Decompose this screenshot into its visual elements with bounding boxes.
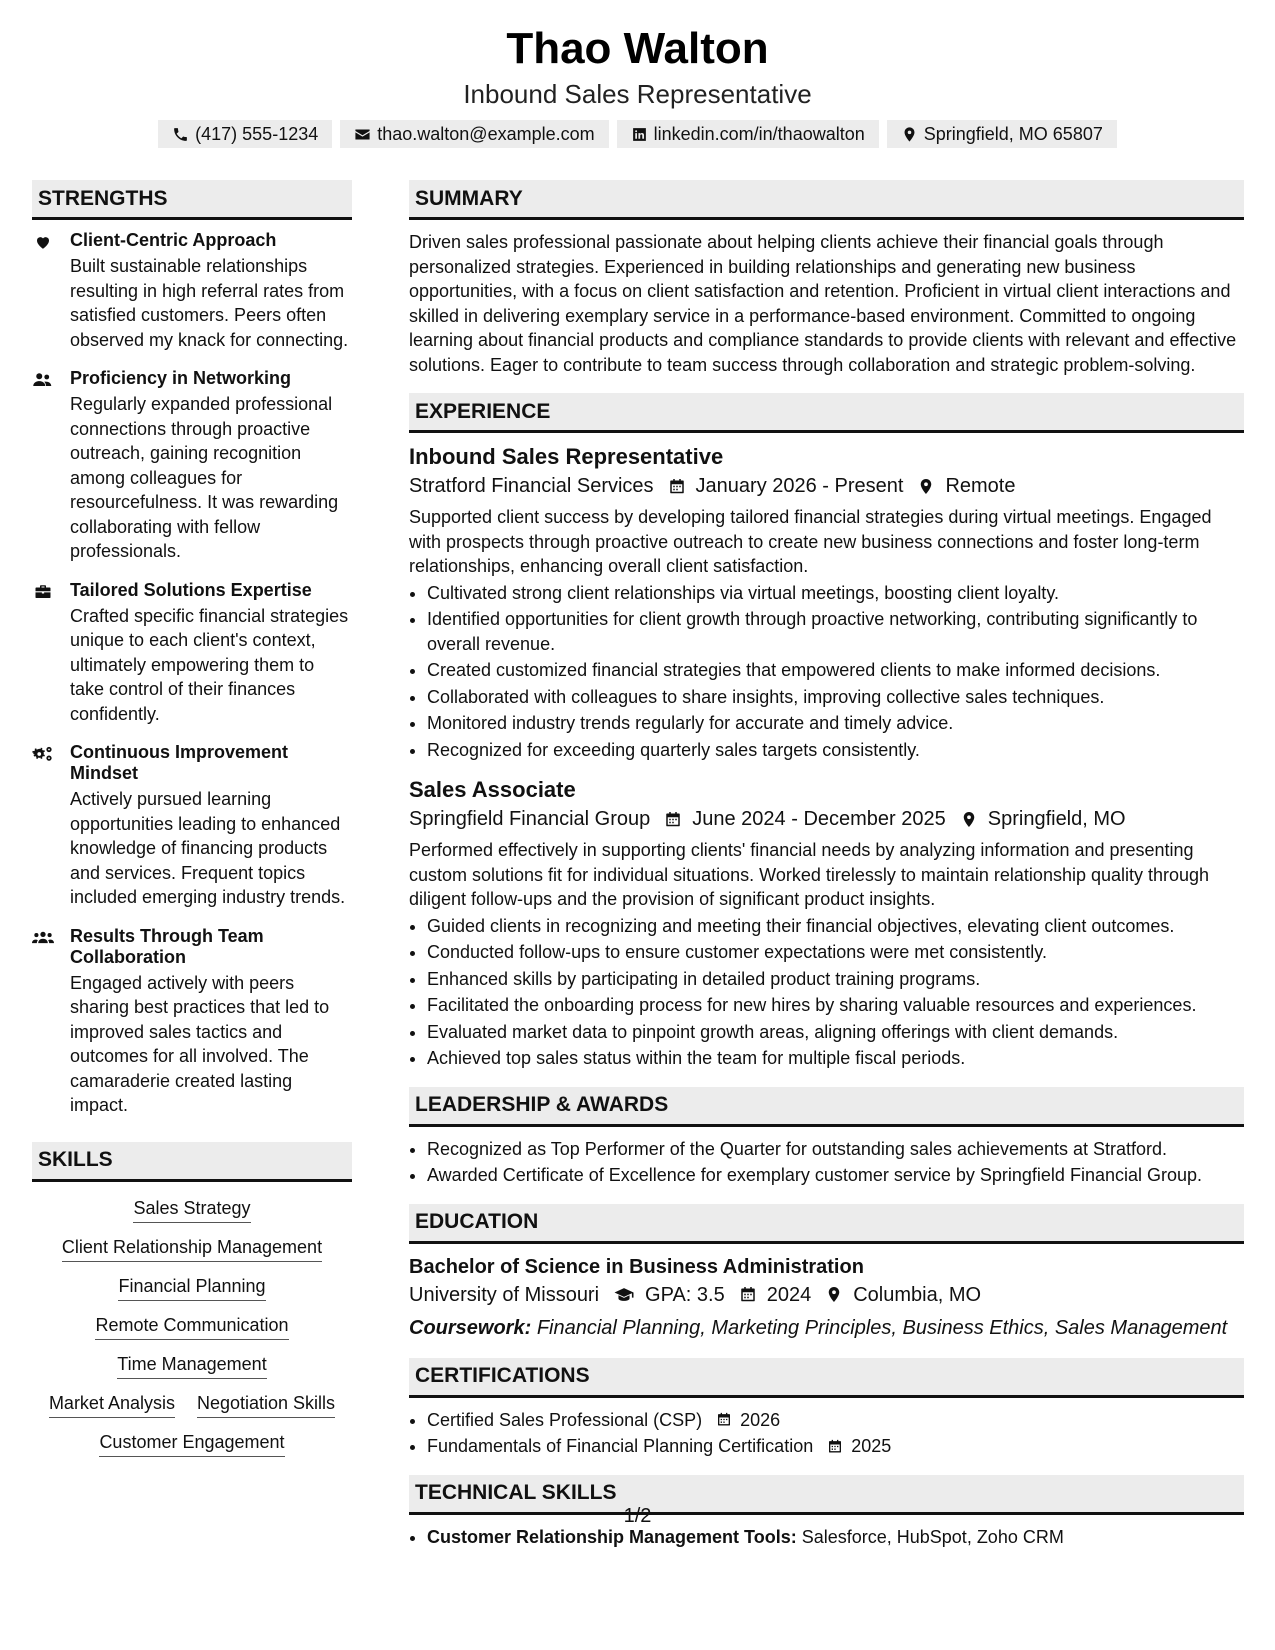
technical-skills-heading: TECHNICAL SKILLS — [409, 1475, 1244, 1515]
list-item — [427, 1434, 1244, 1459]
contact-location — [887, 120, 1117, 148]
map-pin-icon — [960, 810, 978, 829]
calendar-icon — [827, 1438, 843, 1455]
candidate-role: Inbound Sales Representative — [463, 79, 812, 109]
experience-heading: EXPERIENCE — [409, 393, 1244, 433]
strength-item — [32, 230, 352, 352]
phone-icon — [172, 126, 189, 143]
left-column — [32, 180, 352, 1457]
school-name: University of Missouri — [409, 1283, 600, 1306]
strength-title: Client-Centric Approach — [70, 230, 277, 250]
skills-row — [32, 1274, 352, 1301]
list-item — [427, 1525, 1244, 1550]
skills-row — [32, 1352, 352, 1379]
strength-desc: Actively pursued learning opportunities leading to enhanced knowledge of financing products and services. Frequent topics included emerging industry trends. — [70, 789, 346, 907]
list-item: • Recognized as Top Performer of the Quarter for outstanding sales achievements at Stratford. — [427, 1137, 1244, 1162]
education-heading: EDUCATION — [409, 1204, 1244, 1244]
contact-linkedin[interactable] — [617, 120, 879, 148]
education-meta — [409, 1280, 1244, 1310]
calendar-icon — [739, 1285, 757, 1304]
job-company: Springfield Financial Group — [409, 808, 651, 830]
summary-heading: SUMMARY — [409, 180, 1244, 220]
list-item — [427, 1408, 1244, 1433]
contact-email[interactable] — [340, 120, 608, 148]
strength-desc: Regularly expanded professional connections through proactive outreach, gaining recognition among colleagues for resourcefulness. It was rewarding collaborating with fellow professionals. — [70, 394, 339, 561]
skills-row — [32, 1391, 352, 1418]
strength-desc: Engaged actively with peers sharing best practices that led to improved sales tactics and outcomes for all involved. The camaraderie created lasting impact. — [70, 972, 330, 1115]
skill-tag: Client Relationship Management — [62, 1235, 322, 1262]
map-pin-icon — [825, 1285, 843, 1304]
job-location: Remote — [945, 475, 1016, 497]
job-dates: January 2026 - Present — [695, 475, 904, 497]
strength-title: Continuous Improvement Mindset — [70, 742, 289, 783]
list-item: • Conducted follow-ups to ensure customer expectations were met consistently. — [427, 940, 1244, 965]
job-description: Supported client success by developing tailored financial strategies during virtual meetings. Engaged with prospects through proactive outreach to create new business connections and foster long-term relationships, enhancing overall client satisfaction. — [409, 507, 1212, 576]
list-item: • Evaluated market data to pinpoint growth areas, aligning offerings with client demands. — [427, 1020, 1244, 1045]
skill-tag: Remote Communication — [95, 1313, 288, 1340]
graduation-year: 2024 — [766, 1283, 812, 1306]
cert-name: • Certified Sales Professional (CSP) — [427, 1409, 703, 1430]
list-item: • Created customized financial strategies that empowered clients to make informed decisions. — [427, 658, 1244, 683]
strength-title: Proficiency in Networking — [70, 368, 292, 388]
school-location: Columbia, MO — [853, 1283, 982, 1306]
skills-row — [32, 1196, 352, 1223]
awards-list — [409, 1137, 1244, 1188]
resume-header — [0, 22, 1275, 148]
degree-title: Bachelor of Science in Business Administration — [409, 1255, 864, 1278]
gpa-text: GPA: 3.5 — [645, 1283, 725, 1306]
coursework-label: Coursework: — [409, 1316, 532, 1339]
summary-text: Driven sales professional passionate about helping clients achieve their financial goals through personalized strategies. Experienced in building relationships and generating new business opportunities, with a focus on client satisfaction and retention. Proficient in virtual client interactions and skilled in delivering exemplary service in a performance-based environment. Committed to ongoing learning about financial products and compliance standards to provide clients with relevant and effective solutions. Eager to contribute to team success through collaboration and strategic problem-solving. — [409, 232, 1237, 375]
page-number: 1/2 — [623, 1505, 652, 1527]
map-pin-icon — [901, 126, 918, 143]
briefcase-icon — [32, 583, 54, 601]
list-item: • Achieved top sales status within the team for multiple fiscal periods. — [427, 1046, 1244, 1071]
job-company: Stratford Financial Services — [409, 475, 654, 497]
job-entry — [409, 443, 1244, 762]
tech-skill-value: Salesforce, HubSpot, Zoho CRM — [801, 1526, 1064, 1547]
list-item: • Collaborated with colleagues to share insights, improving collective sales techniques. — [427, 685, 1244, 710]
coursework-text: Financial Planning, Marketing Principles, Business Ethics, Sales Management — [536, 1316, 1228, 1339]
linkedin-icon — [631, 126, 648, 143]
list-item: • Monitored industry trends regularly for accurate and timely advice. — [427, 711, 1244, 736]
skill-tag: Customer Engagement — [99, 1430, 284, 1457]
users-icon — [32, 929, 54, 947]
email-text: thao.walton@example.com — [377, 123, 595, 144]
job-title: Sales Associate — [409, 777, 576, 802]
skills-row — [32, 1430, 352, 1457]
contact-bar — [0, 120, 1275, 148]
list-item: • Cultivated strong client relationships via virtual meetings, boosting client loyalty. — [427, 581, 1244, 606]
list-item: • Guided clients in recognizing and meeting their financial objectives, elevating client outcomes. — [427, 914, 1244, 939]
job-entry — [409, 776, 1244, 1071]
skill-tag: Market Analysis — [49, 1391, 175, 1418]
list-item: • Facilitated the onboarding process for new hires by sharing valuable resources and experiences. — [427, 993, 1244, 1018]
certifications-list — [409, 1408, 1244, 1459]
list-item: • Enhanced skills by participating in detailed product training programs. — [427, 967, 1244, 992]
tech-skill-label: Customer Relationship Management Tools: — [427, 1526, 797, 1547]
strength-title: Results Through Team Collaboration — [70, 925, 264, 967]
job-description: Performed effectively in supporting clients' financial needs by analyzing information and presenting custom solutions fit for individual situations. Worked tirelessly to maintain relationship quality through diligent follow-ups and the provision of significant product insights. — [409, 840, 1210, 909]
phone-text: (417) 555-1234 — [195, 123, 319, 144]
certifications-heading: CERTIFICATIONS — [409, 1358, 1244, 1398]
strength-item — [32, 926, 352, 1118]
right-column — [409, 180, 1244, 1549]
user-group-icon — [32, 371, 54, 389]
job-meta — [409, 804, 1244, 834]
calendar-icon — [664, 810, 682, 829]
strength-item — [32, 742, 352, 910]
coursework — [409, 1314, 1244, 1342]
linkedin-text: linkedin.com/in/thaowalton — [653, 123, 865, 144]
skill-tag: Financial Planning — [118, 1274, 265, 1301]
job-meta — [409, 471, 1244, 501]
skills-row — [32, 1313, 352, 1340]
skill-tag: Time Management — [117, 1352, 266, 1379]
strength-item — [32, 580, 352, 727]
list-item: • Identified opportunities for client growth through proactive networking, contributing significantly to overall revenue. — [427, 607, 1244, 656]
awards-heading: LEADERSHIP & AWARDS — [409, 1087, 1244, 1127]
gears-icon — [32, 745, 54, 763]
skill-tag: Negotiation Skills — [197, 1391, 335, 1418]
calendar-icon — [716, 1411, 732, 1428]
strength-desc: Crafted specific financial strategies unique to each client's context, ultimately empowering them to take control of their finances confidently. — [70, 605, 349, 724]
contact-phone[interactable] — [158, 120, 332, 148]
list-item: • Awarded Certificate of Excellence for exemplary customer service by Springfield Financial Group. — [427, 1163, 1244, 1188]
job-bullets — [409, 914, 1244, 1071]
heart-icon — [32, 233, 54, 251]
skills-list — [32, 1192, 352, 1457]
strength-item — [32, 368, 352, 564]
location-text: Springfield, MO 65807 — [923, 123, 1103, 144]
job-bullets — [409, 581, 1244, 763]
job-dates: June 2024 - December 2025 — [692, 808, 946, 830]
cert-year: 2026 — [740, 1409, 781, 1430]
graduation-cap-icon — [613, 1285, 635, 1304]
candidate-name: Thao Walton — [506, 24, 769, 73]
map-pin-icon — [917, 477, 935, 496]
strength-desc: Built sustainable relationships resulting in high referral rates from satisfied customers. Peers often observed my knack for connecting. — [70, 256, 349, 350]
list-item: • Recognized for exceeding quarterly sales targets consistently. — [427, 738, 1244, 763]
envelope-icon — [354, 126, 371, 143]
job-title: Inbound Sales Representative — [409, 444, 724, 469]
job-location: Springfield, MO — [987, 808, 1126, 830]
calendar-icon — [668, 477, 686, 496]
cert-year: 2025 — [851, 1436, 892, 1456]
skills-heading: SKILLS — [32, 1142, 352, 1182]
skill-tag: Sales Strategy — [133, 1196, 250, 1223]
technical-skills-list — [409, 1525, 1244, 1550]
strength-title: Tailored Solutions Expertise — [70, 579, 312, 600]
skills-row — [32, 1235, 352, 1262]
strengths-heading: STRENGTHS — [32, 180, 352, 220]
cert-name: • Fundamentals of Financial Planning Certification — [427, 1436, 814, 1456]
